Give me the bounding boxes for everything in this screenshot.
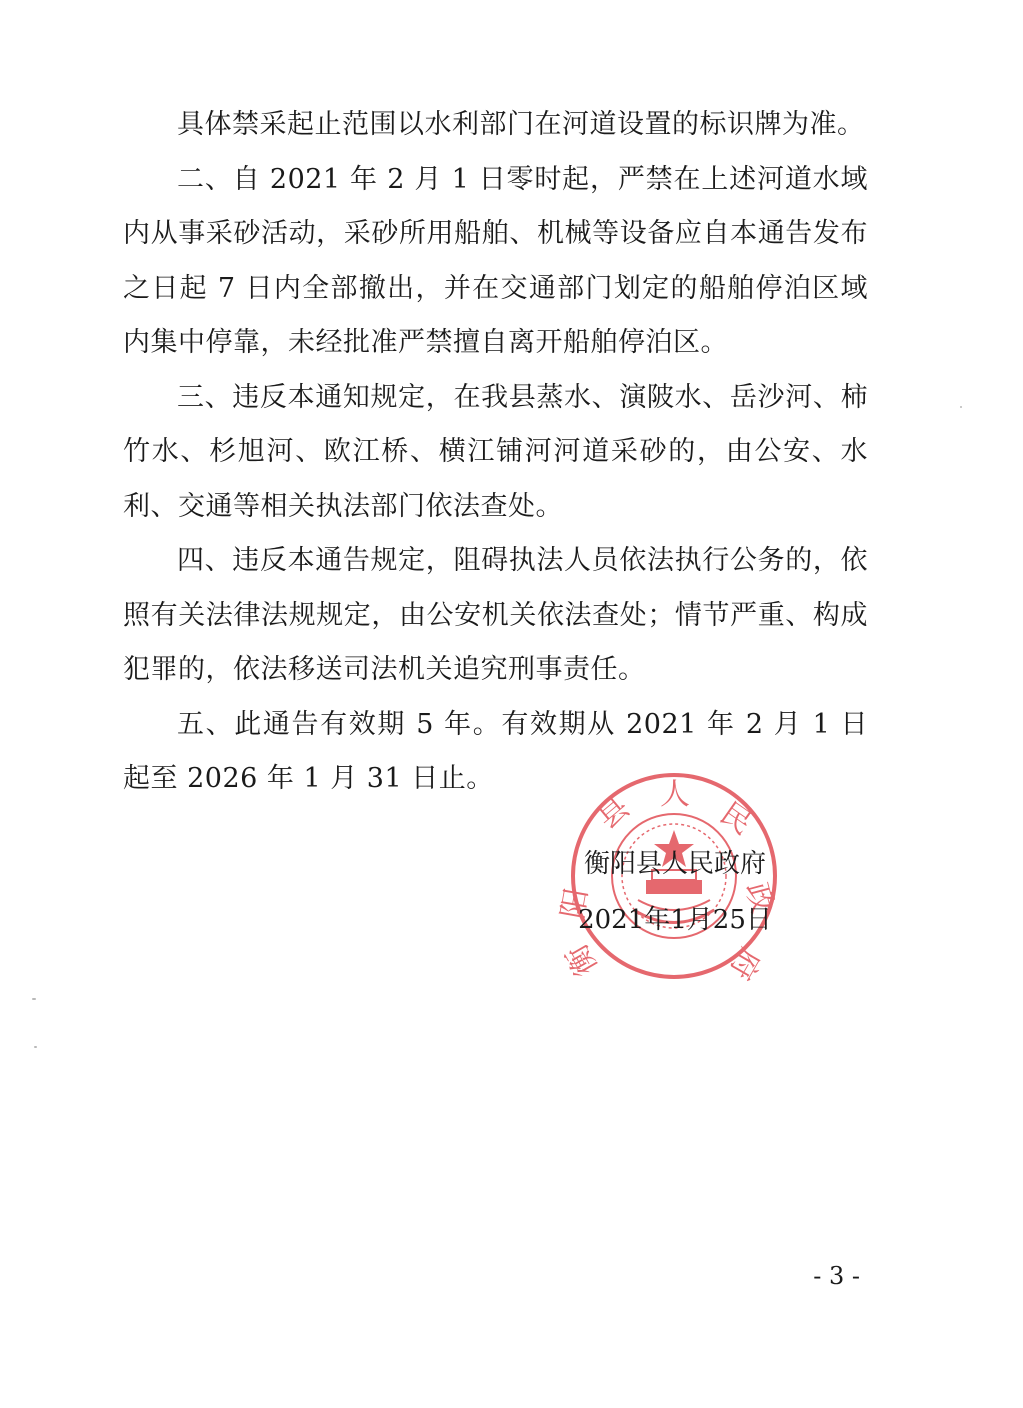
scan-speck — [34, 1046, 37, 1048]
paragraph-four: 四、违反本通告规定，阻碍执法人员依法执行公务的，依照有关法律法规规定，由公安机关依法查处；情节严重、构成犯罪的，依法移送司法机关追究刑事责任。 — [123, 545, 868, 685]
scan-speck — [960, 406, 962, 408]
issue-date: 2021年1月25日 — [578, 905, 772, 935]
svg-text:人: 人 — [660, 777, 690, 812]
notice-body — [123, 98, 868, 807]
svg-text:衡: 衡 — [559, 938, 605, 982]
signature-block — [555, 836, 795, 948]
svg-text:阳: 阳 — [555, 885, 596, 922]
svg-text:县: 县 — [590, 790, 637, 837]
paragraph-three: 三、违反本通知规定，在我县蒸水、演陂水、岳沙河、柿竹水、杉旭河、欧江桥、横江铺河河道采砂的，由公安、水利、交通等相关执法部门依法查处。 — [123, 381, 868, 522]
paragraph-five: 五、此通告有效期 5 年。有效期从 2021 年 2 月 1 日起至 2026 年 1 月 31 日止。 — [123, 708, 868, 794]
svg-text:民: 民 — [713, 795, 759, 842]
issuing-organization: 衡阳县人民政府 — [583, 849, 766, 879]
paragraph-scope: 具体禁采起止范围以水利部门在河道设置的标识牌为准。 — [177, 109, 865, 140]
svg-text:府: 府 — [722, 942, 768, 986]
scan-speck — [32, 998, 36, 1000]
svg-text:政: 政 — [738, 879, 780, 918]
page-number: - 3 - — [813, 1262, 860, 1290]
paragraph-two: 二、自 2021 年 2 月 1 日零时起，严禁在上述河道水域内从事采砂活动，采砂所用船舶、机械等设备应自本通告发布之日起 7 日内全部撤出，并在交通部门划定的船舶停泊区域内集中停靠，未经批准严禁擅自离开船舶停泊区。 — [123, 163, 868, 358]
